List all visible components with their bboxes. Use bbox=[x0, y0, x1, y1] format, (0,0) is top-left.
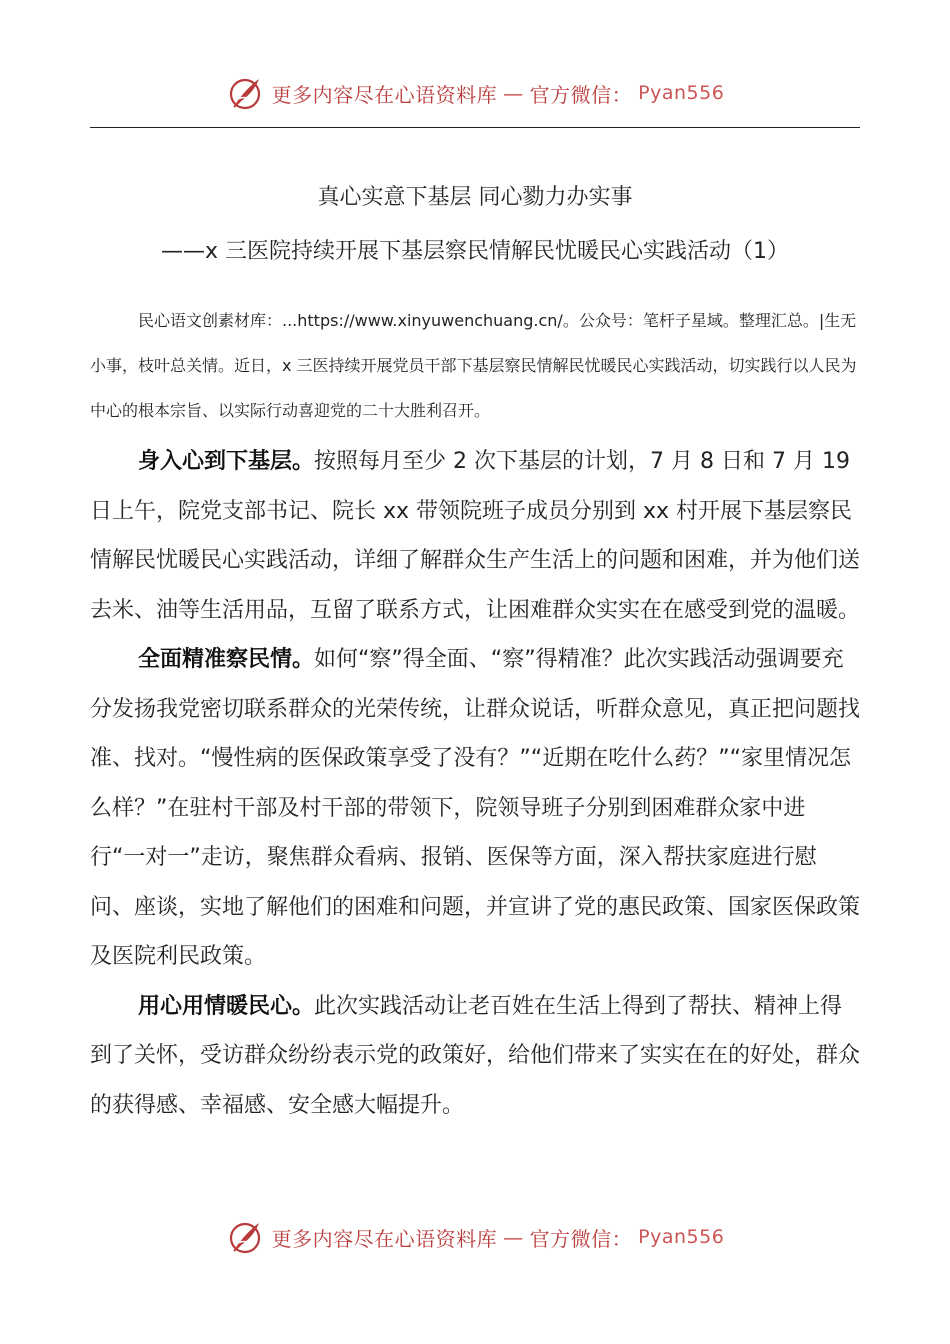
document-body bbox=[90, 437, 860, 1130]
quill-logo-icon bbox=[226, 73, 266, 113]
banner-wechat-id: Pyan556 bbox=[638, 82, 725, 104]
paragraph bbox=[90, 982, 860, 1131]
document-title: 真心实意下基层 同心勠力办实事 bbox=[317, 185, 633, 210]
paragraph bbox=[90, 437, 860, 635]
header-banner bbox=[0, 68, 950, 118]
paragraph-body: 按照每月至少 2 次下基层的计划，7 月 8 日和 7 月 19 日上午，院党支部书记、院长 xx 带领院班子成员分别到 xx 村开展下基层察民情解民忧暖民心实践活动，详细了解群众生产生活上的问题和困难，并为他们送去米、油等生活用品，互留了联系方式，让困难群众实实在在感受到党的温暖。 bbox=[90, 449, 861, 623]
banner-wechat-label: 官方微信： bbox=[529, 82, 633, 107]
paragraph-heading: 身入心到下基层。 bbox=[138, 449, 315, 474]
document-subtitle: ——x 三医院持续开展下基层察民情解民忧暖民心实践活动（1） bbox=[160, 239, 789, 264]
quill-logo-icon bbox=[226, 1217, 266, 1257]
header-divider bbox=[90, 127, 860, 128]
paragraph bbox=[90, 635, 860, 982]
banner-brand-text: 更多内容尽在心语资料库 bbox=[271, 1226, 498, 1251]
banner-dash: — bbox=[503, 1225, 524, 1249]
paragraph-body: 如何“察”得全面、“察”得精准？此次实践活动强调要充分发扬我党密切联系群众的光荣传统，让群众说话，听群众意见，真正把问题找准、找对。“慢性病的医保政策享受了没有？”“近期在吃什么药？”“家里情况怎么样？”在驻村干部及村干部的带领下，院领导班子分别到困难群众家中进行“一对一”走访，聚焦群众看病、报销、医保等方面，深入帮扶家庭进行慰问、座谈，实地了解他们的困难和问题，并宣讲了党的惠民政策、国家医保政策及医院利民政策。 bbox=[90, 647, 861, 969]
footer-banner bbox=[0, 1212, 950, 1262]
banner-wechat-id: Pyan556 bbox=[638, 1226, 725, 1248]
intro-paragraph: 民心语文创素材库：...https://www.xinyuwenchuang.cn/。公众号：笔杆子星域。整理汇总。|生无小事，枝叶总关情。近日，x 三医持续开展党员干部下基层察民情解民忧暖民心实践活动，切实践行以人民为中心的根本宗旨、以实际行动喜迎党的二十大胜利召开。 bbox=[90, 311, 857, 420]
paragraph-body: 此次实践活动让老百姓在生活上得到了帮扶、精神上得到了关怀，受访群众纷纷表示党的政策好，给他们带来了实实在在的好处，群众的获得感、幸福感、安全感大幅提升。 bbox=[90, 993, 861, 1118]
banner-wechat-label: 官方微信： bbox=[529, 1226, 633, 1251]
paragraph-heading: 全面精准察民情。 bbox=[138, 647, 315, 672]
paragraph-heading: 用心用情暖民心。 bbox=[138, 993, 315, 1019]
banner-dash: — bbox=[503, 81, 524, 105]
banner-brand-text: 更多内容尽在心语资料库 bbox=[271, 82, 498, 107]
